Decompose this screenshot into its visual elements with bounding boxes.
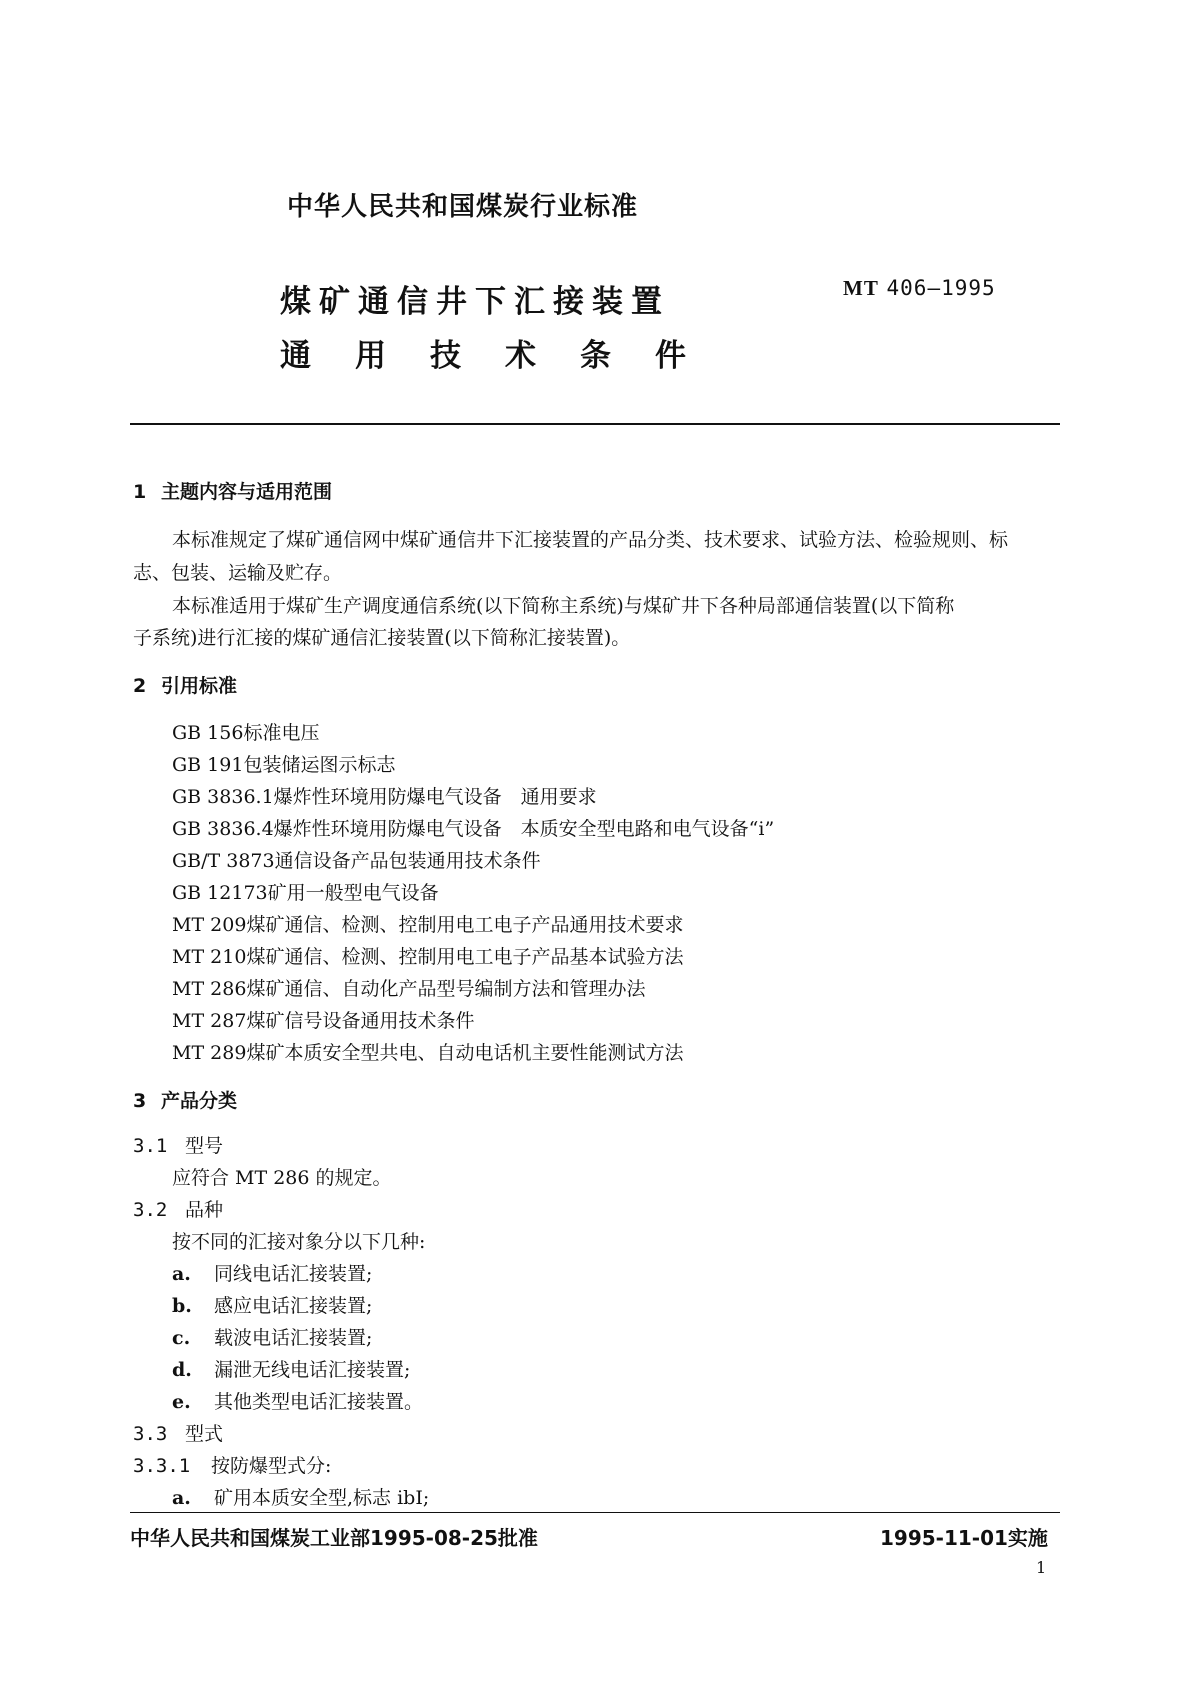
reference-title: 矿用一般型电气设备 — [267, 882, 439, 904]
issuer-heading: 中华人民共和国煤炭行业标准 — [287, 192, 639, 222]
page-number: 1 — [1036, 1558, 1047, 1577]
subsection-3-1-text: 应符合 MT 286 的规定。 — [172, 1167, 392, 1189]
subsection-3-2-text: 按不同的汇接对象分以下几种: — [172, 1231, 426, 1253]
list-text: 矿用本质安全型,标志 ibI; — [214, 1487, 430, 1509]
reference-code: MT 209 — [172, 914, 247, 936]
section-number: 3 — [133, 1090, 147, 1112]
section-1-para-1-line-1: 本标准规定了煤矿通信网中煤矿通信井下汇接装置的产品分类、技术要求、试验方法、检验规则、标 — [172, 529, 1009, 551]
standard-code-prefix: MT — [843, 276, 879, 300]
reference-title: 爆炸性环境用防爆电气设备 本质安全型电路和电气设备“i” — [273, 818, 775, 840]
reference-title: 煤矿信号设备通用技术条件 — [246, 1010, 475, 1032]
reference-code: GB 156 — [172, 722, 244, 744]
subsection-title: 按防爆型式分: — [211, 1455, 332, 1477]
section-title: 引用标准 — [161, 675, 238, 697]
approval-line: 中华人民共和国煤炭工业部1995-08-25批准 — [130, 1526, 538, 1550]
document-title-line-1: 煤矿通信井下汇接装置 — [280, 284, 670, 320]
section-number: 1 — [133, 481, 147, 503]
list-marker: d. — [172, 1359, 192, 1381]
standard-code — [843, 276, 996, 301]
list-text: 漏泄无线电话汇接装置; — [214, 1359, 411, 1381]
reference-title: 通信设备产品包装通用技术条件 — [274, 850, 541, 872]
reference-title: 煤矿通信、检测、控制用电工电子产品基本试验方法 — [246, 946, 684, 968]
list-marker: b. — [172, 1295, 192, 1317]
reference-title: 煤矿本质安全型共电、自动电话机主要性能测试方法 — [246, 1042, 684, 1064]
reference-code: GB 12173 — [172, 882, 268, 904]
subsection-number: 3.2 — [133, 1199, 168, 1221]
list-item — [172, 1259, 372, 1286]
reference-title: 包装储运图示标志 — [243, 754, 396, 776]
subsection-3-3-heading — [133, 1419, 223, 1446]
list-item — [172, 1483, 429, 1510]
subsection-number: 3.3.1 — [133, 1455, 191, 1477]
list-text: 载波电话汇接装置; — [214, 1327, 373, 1349]
reference-item — [172, 718, 319, 745]
reference-code: MT 289 — [172, 1042, 247, 1064]
reference-code: GB 191 — [172, 754, 244, 776]
standard-code-number: 406—1995 — [886, 276, 996, 300]
document-title-line-2: 通用技术条件 — [280, 338, 730, 374]
list-text: 同线电话汇接装置; — [214, 1263, 373, 1285]
reference-code: GB 3836.4 — [172, 818, 274, 840]
list-text: 感应电话汇接装置; — [214, 1295, 373, 1317]
subsection-title: 型式 — [185, 1423, 224, 1445]
subsection-number: 3.1 — [133, 1135, 168, 1157]
reference-code: GB/T 3873 — [172, 850, 275, 872]
header-divider — [130, 423, 1060, 425]
list-item — [172, 1355, 410, 1382]
reference-code: GB 3836.1 — [172, 786, 274, 808]
subsection-title: 型号 — [185, 1135, 224, 1157]
subsection-title: 品种 — [185, 1199, 224, 1221]
reference-code: MT 210 — [172, 946, 247, 968]
reference-item — [172, 782, 597, 809]
section-title: 主题内容与适用范围 — [161, 481, 333, 503]
list-marker: a. — [172, 1487, 191, 1509]
reference-item — [172, 750, 395, 777]
implementation-date: 1995-11-01实施 — [880, 1526, 1048, 1550]
section-3-heading — [133, 1086, 237, 1113]
reference-item — [172, 846, 541, 873]
section-title: 产品分类 — [161, 1090, 238, 1112]
section-1-heading — [133, 477, 332, 504]
reference-code: MT 286 — [172, 978, 247, 1000]
footer-divider — [130, 1512, 1060, 1513]
reference-title: 煤矿通信、检测、控制用电工电子产品通用技术要求 — [246, 914, 684, 936]
list-item — [172, 1387, 423, 1414]
subsection-3-1-heading — [133, 1131, 223, 1158]
subsection-number: 3.3 — [133, 1423, 168, 1445]
reference-item — [172, 814, 774, 841]
reference-title: 爆炸性环境用防爆电气设备 通用要求 — [273, 786, 597, 808]
reference-title: 标准电压 — [243, 722, 320, 744]
reference-item — [172, 1006, 474, 1033]
reference-item — [172, 974, 645, 1001]
section-1-para-1-line-2: 志、包装、运输及贮存。 — [133, 562, 343, 584]
list-marker: e. — [172, 1391, 191, 1413]
reference-code: MT 287 — [172, 1010, 247, 1032]
list-marker: a. — [172, 1263, 191, 1285]
section-number: 2 — [133, 675, 147, 697]
subsection-3-3-1-heading — [133, 1451, 331, 1478]
reference-item — [172, 878, 439, 905]
reference-item — [172, 1038, 683, 1065]
section-1-para-2-line-1: 本标准适用于煤矿生产调度通信系统(以下简称主系统)与煤矿井下各种局部通信装置(以下简称 — [172, 595, 955, 617]
reference-item — [172, 910, 683, 937]
list-item — [172, 1291, 372, 1318]
section-2-heading — [133, 671, 237, 698]
reference-title: 煤矿通信、自动化产品型号编制方法和管理办法 — [246, 978, 646, 1000]
reference-item — [172, 942, 683, 969]
list-marker: c. — [172, 1327, 191, 1349]
list-text: 其他类型电话汇接装置。 — [214, 1391, 424, 1413]
subsection-3-2-heading — [133, 1195, 223, 1222]
section-1-para-2-line-2: 子系统)进行汇接的煤矿通信汇接装置(以下简称汇接装置)。 — [133, 627, 631, 649]
list-item — [172, 1323, 372, 1350]
